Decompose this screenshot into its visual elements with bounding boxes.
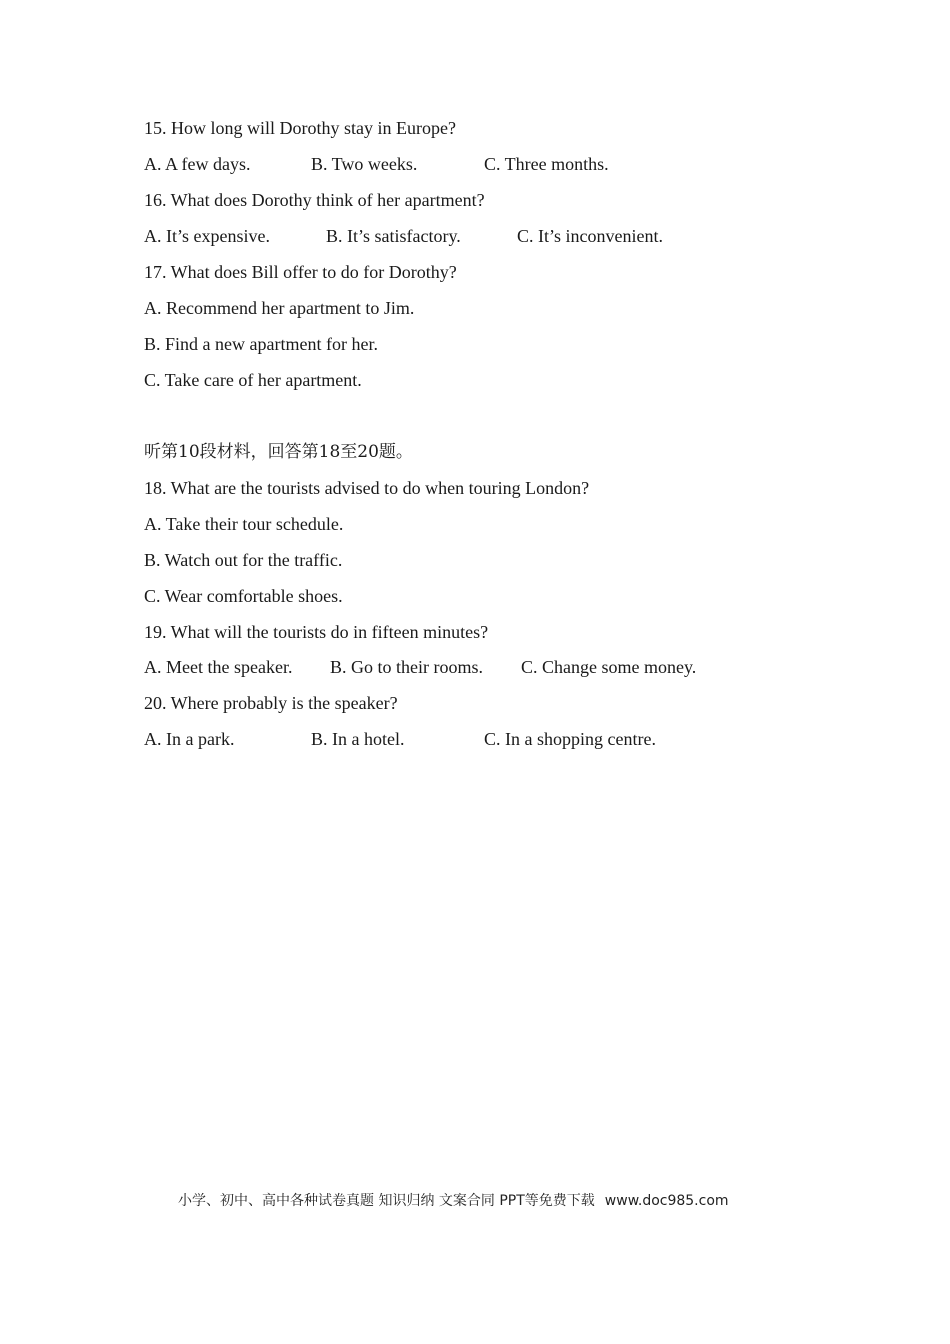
q16-option-a: A. It’s expensive. (144, 226, 270, 246)
q15-option-b: B. Two weeks. (311, 154, 418, 174)
q18-stem: 18. What are the tourists advised to do when touring London? (144, 478, 590, 498)
q19-option-b: B. Go to their rooms. (330, 657, 483, 677)
q17-option-a: A. Recommend her apartment to Jim. (144, 298, 415, 318)
q20-option-b: B. In a hotel. (311, 729, 405, 749)
q15-option-a: A. A few days. (144, 154, 251, 174)
q18-option-c: C. Wear comfortable shoes. (144, 586, 343, 606)
q17-option-b: B. Find a new apartment for her. (144, 334, 378, 354)
q16-option-b: B. It’s satisfactory. (326, 226, 461, 246)
q19-option-a: A. Meet the speaker. (144, 657, 293, 677)
q16-option-c: C. It’s inconvenient. (517, 226, 663, 246)
footer-url-link[interactable]: www.doc985.com (604, 1193, 729, 1209)
q18-option-b: B. Watch out for the traffic. (144, 550, 343, 570)
q15-option-c: C. Three months. (484, 154, 609, 174)
footer-text: 小学、初中、高中各种试卷真题 知识归纳 文案合同 PPT等免费下载 (178, 1193, 595, 1209)
q20-option-c: C. In a shopping centre. (484, 729, 656, 749)
q19-stem: 19. What will the tourists do in fifteen minutes? (144, 622, 489, 642)
q17-stem: 17. What does Bill offer to do for Dorothy? (144, 262, 457, 282)
page-footer (178, 1190, 729, 1210)
q15-stem: 15. How long will Dorothy stay in Europe? (144, 118, 456, 138)
q16-stem: 16. What does Dorothy think of her apartment? (144, 190, 485, 210)
q17-option-c: C. Take care of her apartment. (144, 370, 362, 390)
section-10-heading: 听第10段材料，回答第18至20题。 (144, 442, 413, 462)
q20-option-a: A. In a park. (144, 729, 235, 749)
q20-stem: 20. Where probably is the speaker? (144, 693, 398, 713)
q18-option-a: A. Take their tour schedule. (144, 514, 344, 534)
q19-option-c: C. Change some money. (521, 657, 697, 677)
